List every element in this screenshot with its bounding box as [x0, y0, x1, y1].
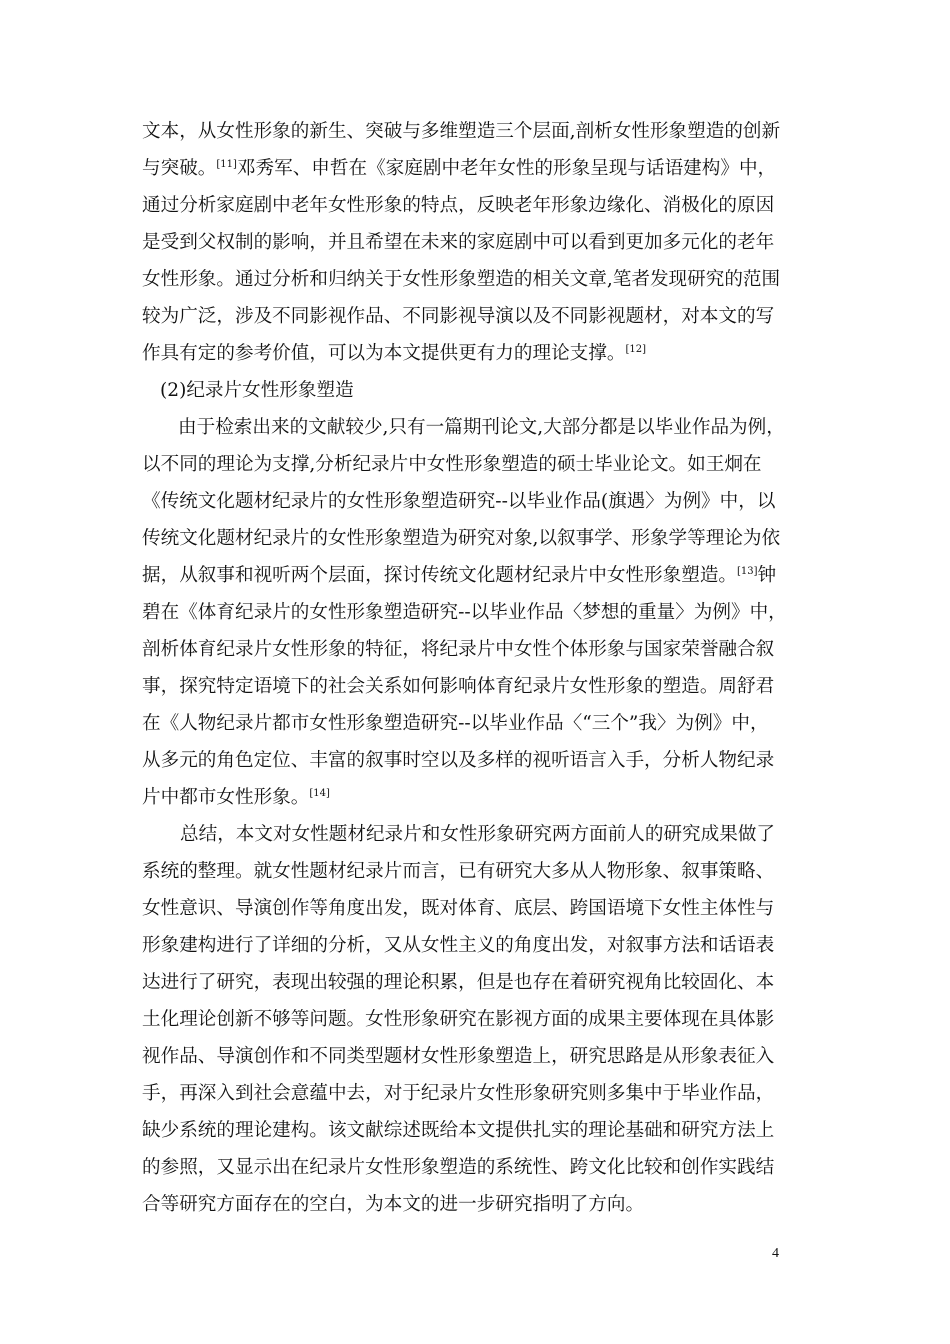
body-text	[142, 113, 814, 1223]
text-line: 事，探究特定语境下的社会关系如何影响体育纪录片女性形象的塑造。周舒君	[142, 676, 775, 697]
text-line: 从多元的角色定位、丰富的叙事时空以及多样的视听语言入手，分析人物纪录	[142, 750, 775, 771]
text-line: 系统的整理。就女性题材纪录片而言，已有研究大多从人物形象、叙事策略、	[142, 861, 775, 882]
text-line: 《传统文化题材纪录片的女性形象塑造研究--以毕业作品(旗遇〉为例》中，以	[142, 491, 776, 512]
text-line: 形象建构进行了详细的分析，又从女性主义的角度出发，对叙事方法和话语表	[142, 935, 775, 956]
text-run: 作具有定的参考价值，可以为本文提供更有力的理论支撑。	[142, 343, 626, 364]
text-line	[142, 150, 814, 187]
text-line: 总结，本文对女性题材纪录片和女性形象研究两方面前人的研究成果做了	[180, 824, 776, 845]
text-line: 传统文化题材纪录片的女性形象塑造为研究对象,以叙事学、形象学等理论为依	[142, 528, 781, 549]
paragraph-documentary-female-image	[142, 409, 814, 816]
text-line: 是受到父权制的影响，并且希望在未来的家庭剧中可以看到更加多元化的老年	[142, 232, 775, 253]
citation-ref: [13]	[737, 565, 758, 577]
text-run: 与突破。	[142, 158, 217, 179]
text-line	[142, 335, 814, 372]
text-line: 土化理论创新不够等问题。女性形象研究在影视方面的成果主要体现在具体影	[142, 1009, 775, 1030]
text-run: 钟	[757, 565, 777, 586]
paragraph-summary	[142, 816, 814, 1223]
text-line: 文本，从女性形象的新生、突破与多维塑造三个层面,剖析女性形象塑造的创新	[142, 121, 781, 142]
text-line: 碧在《体育纪录片的女性形象塑造研究--以毕业作品〈梦想的重量〉为例》中，	[142, 602, 787, 623]
text-line: 较为广泛，涉及不同影视作品、不同影视导演以及不同影视题材，对本文的写	[142, 306, 775, 327]
text-run: 邓秀军、申哲在《家庭剧中老年女性的形象呈现与话语建构》中，	[236, 158, 777, 179]
section-heading: (2)纪录片女性形象塑造	[160, 380, 354, 401]
text-line: 女性形象。通过分析和归纳关于女性形象塑造的相关文章,笔者发现研究的范围	[142, 269, 781, 290]
citation-ref: [12]	[625, 343, 646, 355]
text-line: 视作品、导演创作和不同类型题材女性形象塑造上，研究思路是从形象表征入	[142, 1046, 775, 1067]
text-line: 达进行了研究，表现出较强的理论积累，但是也存在着研究视角比较固化、本	[142, 972, 775, 993]
text-line: 的参照，又显示出在纪录片女性形象塑造的系统性、跨文化比较和创作实践结	[142, 1157, 775, 1178]
text-line: 由于检索出来的文献较少,只有一篇期刊论文,大部分都是以毕业作品为例，	[178, 417, 785, 438]
text-run: 据，从叙事和视听两个层面，探讨传统文化题材纪录片中女性形象塑造。	[142, 565, 738, 586]
text-line: 在《人物纪录片都市女性形象塑造研究--以毕业作品〈“三个”我〉为例》中，	[142, 713, 769, 734]
text-line: 以不同的理论为支撑,分析纪录片中女性形象塑造的硕士毕业论文。如王炯在	[142, 454, 762, 475]
text-line: 缺少系统的理论建构。该文献综述既给本文提供扎实的理论基础和研究方法上	[142, 1120, 775, 1141]
text-line: 通过分析家庭剧中老年女性形象的特点，反映老年形象边缘化、消极化的原因	[142, 195, 775, 216]
text-run: 片中都市女性形象。	[142, 787, 310, 808]
text-line	[142, 557, 814, 594]
page-number: 4	[772, 1246, 779, 1261]
text-line	[142, 779, 814, 816]
text-line: 剖析体育纪录片女性形象的特征，将纪录片中女性个体形象与国家荣誉融合叙	[142, 639, 775, 660]
citation-ref: [11]	[216, 158, 237, 170]
citation-ref: [14]	[309, 787, 330, 799]
paragraph-female-image-research	[142, 113, 814, 372]
text-line: 女性意识、导演创作等角度出发，既对体育、底层、跨国语境下女性主体性与	[142, 898, 775, 919]
text-line: 合等研究方面存在的空白，为本文的进一步研究指明了方向。	[142, 1194, 645, 1215]
text-line: 手，再深入到社会意蕴中去，对于纪录片女性形象研究则多集中于毕业作品，	[142, 1083, 775, 1104]
